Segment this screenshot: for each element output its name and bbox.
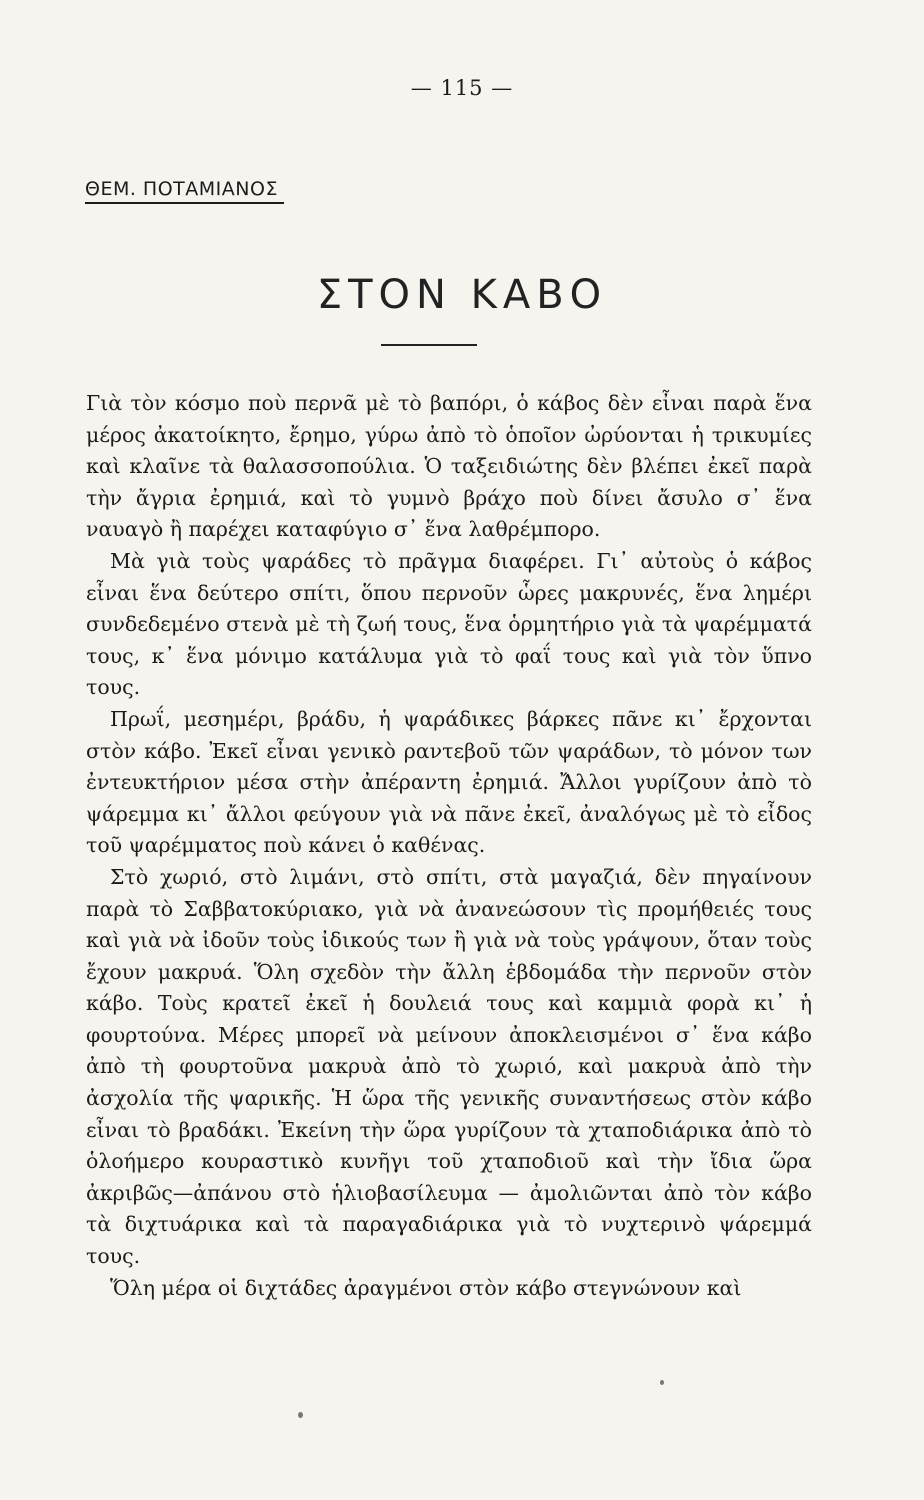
body-text — [86, 388, 812, 1304]
paragraph-3: Πρωΐ, μεσημέρι, βράδυ, ἡ ψαράδικες βάρκες πᾶνε κι᾽ ἔρχονται στὸν κάβο. Ἐκεῖ εἶναι γενικὸ ραντεβοῦ τῶν ψαράδων, τὸ μόνον των ἐντευκτήριον μέσα στὴν ἀπέραντη ἐρημιά. Ἄλλοι γυρίζουν ἀπὸ τὸ ψάρεμμα κι᾽ ἄλλοι φεύγουν γιὰ νὰ πᾶνε ἐκεῖ, ἀναλόγως μὲ τὸ εἶδος τοῦ ψαρέμματος ποὺ κάνει ὁ καθένας. — [86, 706, 812, 858]
title-divider — [381, 344, 477, 346]
paragraph-5: Ὅλη μέρα οἱ διχτάδες ἀραγμένοι στὸν κάβο στεγνώνουν καὶ — [110, 1275, 742, 1300]
ink-speck — [660, 1380, 664, 1385]
page-number: — 115 — — [410, 76, 514, 100]
paragraph-1: Γιὰ τὸν κόσμο ποὺ περνᾶ μὲ τὸ βαπόρι, ὁ κάβος δὲν εἶναι παρὰ ἕνα μέρος ἀκατοίκητο, ἔρημο, γύρω ἀπὸ τὸ ὁποῖον ὠρύονται ἡ τρικυμίες καὶ κλαῖνε τὰ θαλασσοπούλια. Ὁ ταξειδιώτης δὲν βλέπει ἐκεῖ παρὰ τὴν ἄγρια ἐρημιά, καὶ τὸ γυμνὸ βράχο ποὺ δίνει ἄσυλο σ᾽ ἕνα ναυαγὸ ἢ παρέχει καταφύγιο σ᾽ ἕνα λαθρέμπορο. — [86, 391, 812, 542]
chapter-title: ΣΤΟΝ ΚΑΒΟ — [316, 272, 608, 318]
paragraph-4: Στὸ χωριό, στὸ λιμάνι, στὸ σπίτι, στὰ μαγαζιά, δὲν πηγαίνουν παρὰ τὸ Σαββατοκύριακο, γιὰ νὰ ἀνανεώσουν τὶς προμήθειές τους καὶ γιὰ νὰ ἰδοῦν τοὺς ἰδικούς των ἢ γιὰ νὰ τοὺς γράψουν, ὅταν τοὺς ἔχουν μακρυά. Ὅλη σχεδὸν τὴν ἄλλη ἑβδομάδα τὴν περνοῦν στὸν κάβο. Τοὺς κρατεῖ ἐκεῖ ἡ δουλειά τους καὶ καμμιὰ φορὰ κι᾽ ἡ φουρτούνα. Μέρες μπορεῖ νὰ μείνουν ἀποκλεισμένοι σ᾽ ἕνα κάβο ἀπὸ τὴ φουρτοῦνα μακρυὰ ἀπὸ τὸ χωριό, καὶ μακρυὰ ἀπὸ τὴν ἀσχολία τῆς ψαρικῆς. Ἡ ὥρα τῆς γενικῆς συναντήσεως στὸν κάβο εἶναι τὸ βραδάκι. Ἐκείνη τὴν ὥρα γυρίζουν τὰ χταποδιάρικα ἀπὸ τὸ ὁλοήμερο κουραστικὸ κυνῆγι τοῦ χταποδιοῦ καὶ τὴν ἴδια ὥρα ἀκριβῶς—ἀπάνου στὸ ἡλιοβασίλευμα — ἀμολιῶνται ἀπὸ τὸν κάβο τὰ διχτυάρικα καὶ τὰ παραγαδιάρικα γιὰ τὸ νυχτερινὸ ψάρεμμά τους. — [86, 864, 812, 1269]
author-name: ΘΕΜ. ΠΟΤΑΜΙΑΝΟΣ — [85, 178, 284, 204]
ink-speck — [298, 1412, 303, 1418]
paragraph-2: Μὰ γιὰ τοὺς ψαράδες τὸ πρᾶγμα διαφέρει. Γι᾽ αὐτοὺς ὁ κάβος εἶναι ἕνα δεύτερο σπίτι, ὅπου περνοῦν ὧρες μακρυνές, ἕνα λημέρι συνδεδεμένο στενὰ μὲ τὴ ζωή τους, ἕνα ὁρμητήριο γιὰ τὰ ψαρέμματά τους, κ᾽ ἕνα μόνιμο κατάλυμα γιὰ τὸ φαΐ τους καὶ γιὰ τὸν ὕπνο τους. — [86, 548, 812, 700]
